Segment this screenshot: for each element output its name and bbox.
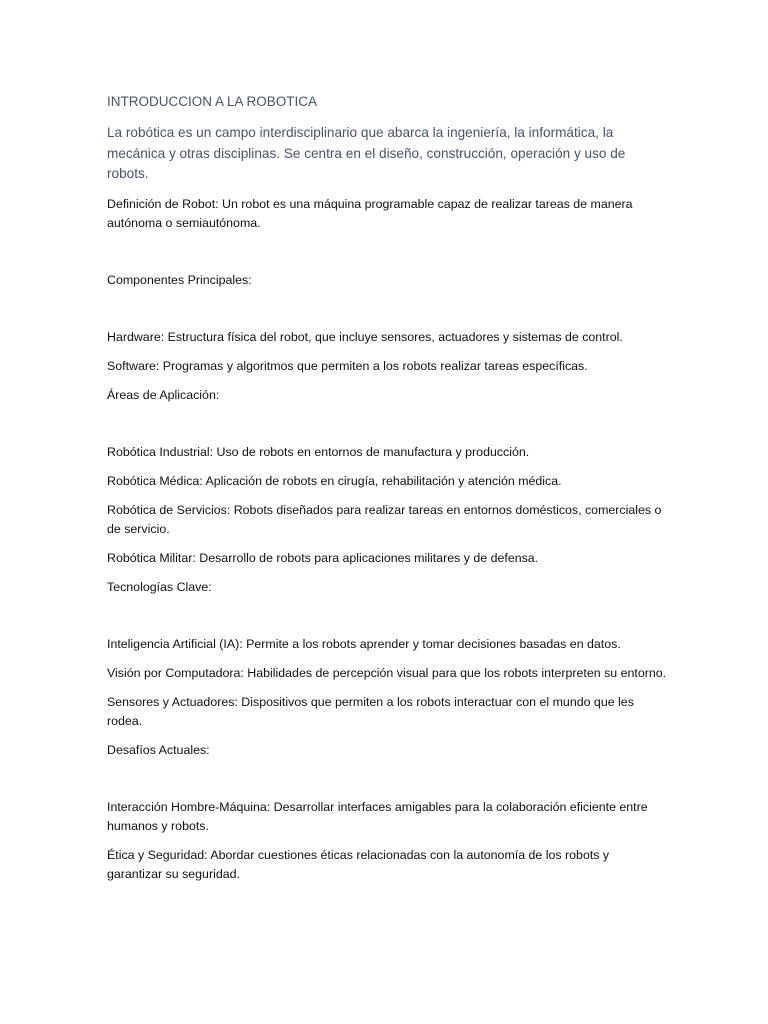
challenges-heading: Desafíos Actuales:	[107, 742, 210, 757]
document-content	[107, 92, 667, 884]
tech-item-vision: Visión por Computadora: Habilidades de percepción visual para que los robots interpreten su entorno.	[107, 665, 667, 680]
challenge-item-etica: Ética y Seguridad: Abordar cuestiones éticas relacionadas con la autonomía de los robots y garantizar su seguridad.	[107, 847, 610, 881]
tech-item-ia: Inteligencia Artificial (IA): Permite a los robots aprender y tomar decisiones basadas en datos.	[107, 636, 621, 651]
document-title: INTRODUCCION A LA ROBOTICA	[107, 94, 318, 109]
area-item-militar: Robótica Militar: Desarrollo de robots para aplicaciones militares y de defensa.	[107, 550, 539, 565]
tech-item-sensores: Sensores y Actuadores: Dispositivos que permiten a los robots interactuar con el mundo que les rodea.	[107, 694, 634, 728]
area-item-medica: Robótica Médica: Aplicación de robots en cirugía, rehabilitación y atención médica.	[107, 473, 562, 488]
component-item-hardware: Hardware: Estructura física del robot, que incluye sensores, actuadores y sistemas de control.	[107, 329, 623, 344]
definition-paragraph: Definición de Robot: Un robot es una máquina programable capaz de realizar tareas de manera autónoma o semiautónoma.	[107, 196, 633, 230]
area-item-servicios: Robótica de Servicios: Robots diseñados para realizar tareas en entornos domésticos, comerciales o de servicio.	[107, 502, 662, 536]
intro-paragraph: La robótica es un campo interdisciplinario que abarca la ingeniería, la informática, la mecánica y otras disciplinas. Se centra en el diseño, construcción, operación y uso de robots.	[107, 125, 626, 181]
area-item-industrial: Robótica Industrial: Uso de robots en entornos de manufactura y producción.	[107, 444, 530, 459]
areas-heading: Áreas de Aplicación:	[107, 387, 220, 402]
tech-heading: Tecnologías Clave:	[107, 579, 212, 594]
components-heading: Componentes Principales:	[107, 272, 252, 287]
challenge-item-interaccion: Interacción Hombre-Máquina: Desarrollar interfaces amigables para la colaboración eficiente entre humanos y robots.	[107, 799, 648, 833]
component-item-software: Software: Programas y algoritmos que permiten a los robots realizar tareas específicas.	[107, 358, 588, 373]
